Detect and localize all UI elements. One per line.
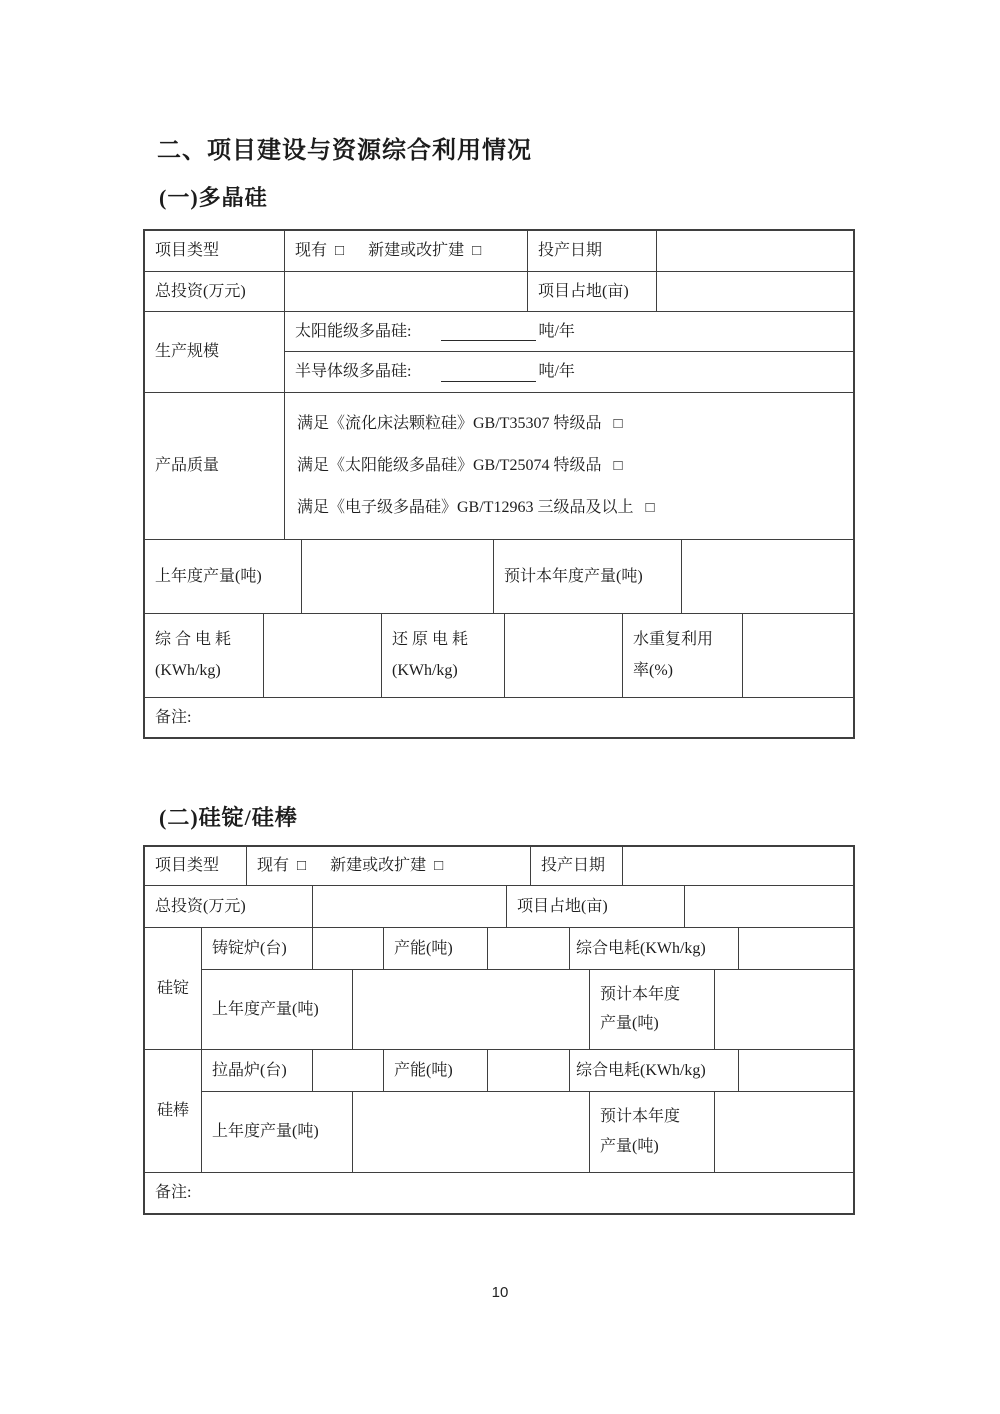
table-row <box>145 271 853 311</box>
option-existing-label: 现有 <box>295 242 328 260</box>
semiconductor-capacity-blank-field[interactable] <box>441 363 536 382</box>
option-existing-label: 现有 <box>257 857 290 875</box>
quality-line-granular <box>297 403 841 445</box>
comprehensive-power-line1: 综 合 电 耗 <box>155 631 232 649</box>
subsection-heading-polysilicon: (一)多晶硅 <box>159 185 268 210</box>
tons-per-year-unit: 吨/年 <box>538 363 575 381</box>
product-quality-label: 产品质量 <box>145 393 285 539</box>
scale-semiconductor-cell <box>285 352 853 392</box>
this-year-output-line2: 产量(吨) <box>600 1138 659 1156</box>
remark-cell[interactable] <box>145 698 853 737</box>
checkbox-solar-grade[interactable]: □ <box>613 458 623 474</box>
comprehensive-power-line2: (KWh/kg) <box>155 662 221 680</box>
project-type-label: 项目类型 <box>145 847 247 885</box>
last-year-output-label: 上年度产量(吨) <box>202 1092 353 1172</box>
solar-grade-label: 太阳能级多晶硅: <box>295 322 412 340</box>
production-date-label: 投产日期 <box>531 847 623 885</box>
capacity-label: 产能(吨) <box>384 928 488 969</box>
polysilicon-table <box>143 229 855 739</box>
project-type-label: 项目类型 <box>145 231 285 271</box>
checkbox-electronic-grade[interactable]: □ <box>645 500 655 516</box>
water-reuse-rate-label <box>623 614 743 697</box>
table-row <box>145 1172 853 1213</box>
scale-solar-row <box>285 312 853 351</box>
this-year-output-value-cell[interactable] <box>715 970 853 1049</box>
reduction-power-line2: (KWh/kg) <box>392 662 458 680</box>
product-quality-cell <box>285 393 853 539</box>
table-row <box>145 231 853 271</box>
capacity-value-cell[interactable] <box>488 1050 570 1091</box>
pull-furnace-value-cell[interactable] <box>313 1050 384 1091</box>
water-reuse-line1: 水重复利用 <box>633 631 714 649</box>
land-area-value-cell[interactable] <box>685 886 853 927</box>
comprehensive-power-value-cell[interactable] <box>264 614 382 697</box>
page-number: 10 <box>491 1284 509 1301</box>
pull-furnace-label: 拉晶炉(台) <box>202 1050 313 1091</box>
water-reuse-rate-value-cell[interactable] <box>743 614 853 697</box>
production-scale-cells <box>285 312 853 392</box>
quality-line-electronic <box>297 487 841 529</box>
land-area-value-cell[interactable] <box>657 272 853 311</box>
cast-furnace-label: 铸锭炉(台) <box>202 928 313 969</box>
ingot-group-cells <box>202 928 853 1049</box>
production-date-label: 投产日期 <box>528 231 657 271</box>
table-row <box>145 885 853 927</box>
subsection-heading-ingot-rod: (二)硅锭/硅棒 <box>159 805 298 830</box>
checkbox-granular-silicon[interactable]: □ <box>613 416 623 432</box>
scale-solar-cell <box>285 312 853 351</box>
reduction-power-label <box>382 614 505 697</box>
capacity-label: 产能(吨) <box>384 1050 488 1091</box>
production-scale-label: 生产规模 <box>145 312 285 392</box>
scale-semiconductor-row <box>285 351 853 392</box>
land-area-label: 项目占地(亩) <box>528 272 657 311</box>
last-year-output-label: 上年度产量(吨) <box>145 540 302 613</box>
table-row <box>145 697 853 737</box>
solar-capacity-blank-field[interactable] <box>441 322 536 341</box>
checkbox-newbuild[interactable]: □ <box>434 857 444 874</box>
comprehensive-power-label: 综合电耗(KWh/kg) <box>570 1050 739 1091</box>
rod-output-row <box>202 1091 853 1172</box>
option-newbuild-label: 新建或改扩建 <box>368 242 465 260</box>
table-row <box>145 392 853 539</box>
project-type-options <box>285 231 528 271</box>
production-date-value-cell[interactable] <box>657 231 853 271</box>
table-row <box>145 311 853 392</box>
rod-group-label: 硅棒 <box>145 1050 202 1172</box>
comprehensive-power-value-cell[interactable] <box>739 928 853 969</box>
total-investment-label: 总投资(万元) <box>145 886 313 927</box>
capacity-value-cell[interactable] <box>488 928 570 969</box>
tons-per-year-unit: 吨/年 <box>538 322 575 340</box>
last-year-output-value-cell[interactable] <box>353 1092 590 1172</box>
last-year-output-value-cell[interactable] <box>302 540 494 613</box>
this-year-output-line1: 预计本年度 <box>600 1108 681 1126</box>
total-investment-value-cell[interactable] <box>313 886 507 927</box>
remark-label: 备注: <box>155 708 192 726</box>
this-year-output-line1: 预计本年度 <box>600 985 681 1003</box>
water-reuse-line2: 率(%) <box>633 662 673 680</box>
reduction-power-value-cell[interactable] <box>505 614 623 697</box>
ingot-furnace-row <box>202 928 853 969</box>
remark-label: 备注: <box>155 1184 192 1202</box>
total-investment-label: 总投资(万元) <box>145 272 285 311</box>
project-type-options <box>247 847 531 885</box>
remark-cell[interactable] <box>145 1173 853 1213</box>
quality-line-solar-text: 满足《太阳能级多晶硅》GB/T25074 特级品 <box>297 457 602 474</box>
this-year-output-label: 预计本年度产量(吨) <box>494 540 682 613</box>
total-investment-value-cell[interactable] <box>285 272 528 311</box>
this-year-output-label <box>590 1092 715 1172</box>
section-title: 二、项目建设与资源综合利用情况 <box>157 137 532 164</box>
last-year-output-label: 上年度产量(吨) <box>202 970 353 1049</box>
cast-furnace-value-cell[interactable] <box>313 928 384 969</box>
checkbox-existing[interactable]: □ <box>335 242 345 259</box>
rod-group-row <box>145 1049 853 1172</box>
comprehensive-power-label <box>145 614 264 697</box>
ingot-group-label: 硅锭 <box>145 928 202 1049</box>
comprehensive-power-value-cell[interactable] <box>739 1050 853 1091</box>
land-area-label: 项目占地(亩) <box>507 886 685 927</box>
comprehensive-power-label: 综合电耗(KWh/kg) <box>570 928 739 969</box>
this-year-output-value-cell[interactable] <box>682 540 853 613</box>
semiconductor-grade-label: 半导体级多晶硅: <box>295 363 412 381</box>
silicon-ingot-rod-table <box>143 845 855 1215</box>
ingot-group-row <box>145 927 853 1049</box>
quality-line-electronic-text: 满足《电子级多晶硅》GB/T12963 三级品及以上 <box>297 499 634 516</box>
checkbox-existing[interactable]: □ <box>297 857 307 874</box>
rod-furnace-row <box>202 1050 853 1091</box>
ingot-output-row <box>202 969 853 1049</box>
this-year-output-label <box>590 970 715 1049</box>
quality-line-granular-text: 满足《流化床法颗粒硅》GB/T35307 特级品 <box>297 415 602 432</box>
option-newbuild-label: 新建或改扩建 <box>330 857 427 875</box>
table-row <box>145 613 853 697</box>
production-date-value-cell[interactable] <box>623 847 853 885</box>
reduction-power-line1: 还 原 电 耗 <box>392 631 469 649</box>
quality-line-solar <box>297 445 841 487</box>
checkbox-newbuild[interactable]: □ <box>472 242 482 259</box>
last-year-output-value-cell[interactable] <box>353 970 590 1049</box>
this-year-output-line2: 产量(吨) <box>600 1015 659 1033</box>
table-row <box>145 539 853 613</box>
table-row <box>145 847 853 885</box>
rod-group-cells <box>202 1050 853 1172</box>
this-year-output-value-cell[interactable] <box>715 1092 853 1172</box>
